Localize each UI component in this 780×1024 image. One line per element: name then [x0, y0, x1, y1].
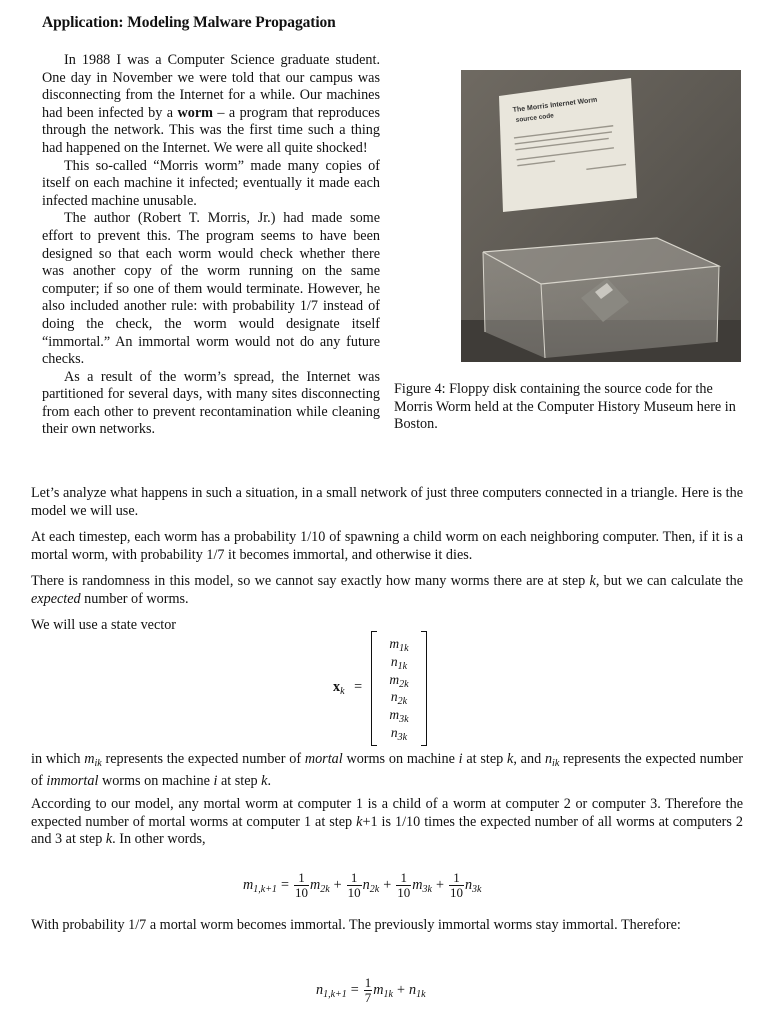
intro-paragraph-4: As a result of the worm’s spread, the Internet was partitioned for several days, with many sites disconnecting from each other to prevent recontamination while cleaning their own networks.	[42, 368, 380, 438]
body-paragraph-3	[31, 573, 743, 608]
intro-p1-text-b: – a program that reproduces through the network. This was the first time such a thing had happened on the Internet. We were all quite shocked!	[42, 104, 380, 156]
eq1-term-base: m	[309, 876, 321, 893]
inline-n-ik	[545, 751, 559, 767]
state-vector-entry-base: m	[389, 671, 400, 687]
inline-n-sub: ik	[552, 758, 560, 769]
body-paragraph-6	[31, 796, 743, 849]
eq1-term-base: n	[362, 876, 370, 893]
body-p5-k: k	[507, 751, 514, 767]
eq1-denominator: 10	[294, 885, 308, 900]
inline-n-base: n	[544, 751, 553, 767]
museum-display-image	[461, 70, 741, 362]
eq1-term	[412, 877, 432, 895]
state-vector-entry-base: n	[390, 689, 398, 705]
body-p6-text-c: . In other words,	[112, 831, 206, 848]
eq1-term-sub: 2k	[320, 883, 330, 895]
body-p4-text: We will use a state vector	[31, 617, 177, 633]
eq1-denominator: 10	[347, 885, 361, 900]
eq1-term	[363, 877, 380, 895]
body-p5-k2: k	[261, 772, 268, 789]
body-p5-mortal: mortal	[304, 751, 343, 767]
state-vector-entry-sub: 1k	[399, 643, 409, 654]
body-p5-text-b: represents the expected number of	[101, 751, 305, 767]
eq2-numerator: 1	[364, 975, 372, 990]
eq1-plus: +	[333, 877, 342, 893]
state-vector-k: k	[340, 686, 345, 697]
state-vector-entry-sub: 3k	[397, 732, 408, 743]
eq1-fraction	[294, 871, 309, 900]
body-p5-text-d: at step	[462, 751, 508, 767]
eq1-term	[465, 877, 482, 895]
body-p7-text: With probability 1/7 a mortal worm becomes immortal. The previously immortal worms stay immortal. Therefore:	[31, 917, 681, 933]
body-p2-text: At each timestep, each worm has a probability 1/10 of spawning a child worm on each neighboring computer. Then, if it is a mortal worm, with probability 1/7 it becomes immortal, and otherwise it dies.	[31, 529, 743, 563]
state-vector-entry-sub: 3k	[399, 714, 409, 726]
eq1-plus: +	[435, 877, 444, 893]
body-p6-k: k	[105, 831, 113, 848]
intro-paragraph-1	[42, 52, 380, 158]
state-vector-entry	[372, 725, 426, 743]
eq1-term-base: n	[464, 876, 473, 893]
eq2-term-2-base: n	[409, 981, 417, 998]
museum-placard	[499, 78, 637, 212]
state-vector-entry-base: n	[390, 653, 398, 669]
state-vector-matrix	[371, 631, 427, 746]
eq2-lhs	[316, 982, 347, 1000]
state-vector-entry-base: m	[389, 707, 400, 723]
placard-subtitle: source code	[515, 112, 555, 124]
body-paragraph-2	[31, 529, 743, 564]
eq2-lhs-sub: 1,k+1	[323, 988, 347, 1000]
bracket-top-right	[421, 631, 427, 632]
eq2-plus: +	[397, 982, 406, 998]
body-p5-text-h: at step	[217, 772, 262, 789]
equation-mortal-update	[243, 871, 482, 900]
body-paragraph-7	[31, 917, 743, 935]
eq1-numerator: 1	[400, 870, 407, 885]
state-vector-entry	[372, 654, 426, 672]
state-vector-x: x	[333, 679, 341, 695]
eq1-term-sub: 2k	[369, 883, 380, 895]
body-p3-text-a: There is randomness in this model, so we cannot say exactly how many worms there are at step	[31, 573, 590, 589]
body-p3-expected: expected	[31, 590, 81, 607]
eq2-fraction	[364, 976, 373, 1005]
eq1-numerator: 1	[453, 870, 460, 885]
eq1-term-sub: 3k	[472, 883, 482, 895]
eq2-term-2-sub: 1k	[416, 988, 426, 1000]
intro-paragraph-3: The author (Robert T. Morris, Jr.) had made some effort to prevent this. The program seems to have been designed so that each worm would check whether there was another copy of the worm running on the same computer; if so one of them would terminate. However, he also included another rule: with probability 1/7 instead of doing the check, the worm would designate itself “immortal.” An immortal worm would not do any future checks.	[42, 210, 380, 368]
state-vector-entry	[372, 707, 426, 725]
body-p5-i2: i	[213, 772, 218, 789]
eq1-plus: +	[383, 877, 392, 893]
eq2-equals: =	[350, 982, 359, 998]
eq1-fraction	[449, 871, 464, 900]
state-vector-entry-base: m	[389, 636, 400, 651]
eq2-lhs-base: n	[316, 981, 324, 998]
eq2-term-2	[409, 982, 426, 1000]
intro-p1-bold-worm: worm	[177, 104, 213, 121]
eq1-fraction	[347, 871, 362, 900]
eq2-term-1-sub: 1k	[383, 988, 393, 1000]
eq1-fraction	[396, 871, 411, 900]
body-p5-text-c: worms on machine	[342, 751, 459, 767]
intro-paragraph-2: This so-called “Morris worm” made many copies of itself on each machine it infected; eventually it made each infected machine unusable.	[42, 157, 380, 209]
floppy-disk-photo	[461, 70, 741, 362]
bracket-bottom-left	[371, 745, 377, 746]
state-vector-entry	[372, 636, 426, 654]
body-p5-i: i	[458, 751, 463, 767]
bracket-top-left	[371, 631, 377, 632]
figure-caption: Figure 4: Floppy disk containing the source code for the Morris Worm held at the Computer History Museum here in Boston.	[394, 381, 736, 433]
eq2-denominator: 7	[364, 990, 372, 1005]
eq2-term-1	[373, 982, 393, 1000]
eq1-denominator: 10	[449, 885, 463, 900]
state-vector-entry-sub: 2k	[399, 678, 409, 690]
inline-m-ik	[84, 751, 101, 767]
state-vector-entry-sub: 1k	[397, 660, 408, 672]
state-vector-label	[333, 679, 362, 697]
eq1-numerator: 1	[298, 870, 305, 885]
state-vector-entry	[372, 672, 426, 690]
eq1-numerator: 1	[350, 870, 358, 885]
intro-column	[42, 52, 380, 439]
body-p5-text-e: , and	[513, 751, 545, 767]
eq1-equals: =	[280, 877, 289, 893]
placard-title: The Morris Internet Worm	[512, 96, 598, 114]
inline-m-sub: ik	[94, 758, 102, 769]
body-p5-text-a: in which	[31, 751, 85, 767]
body-p6-text-b: +1 is 1/10 times the expected number of all worms at computers 2 and 3 at step	[31, 813, 743, 848]
eq1-denominator: 10	[397, 885, 411, 900]
body-p6-kk: k	[356, 813, 363, 830]
state-vector-entry-sub: 2k	[397, 696, 408, 708]
eq2-term-1-base: m	[373, 981, 384, 998]
body-paragraph-1	[31, 485, 743, 520]
inline-m-base: m	[84, 751, 95, 767]
state-vector-equals: =	[354, 679, 363, 695]
eq1-term-sub: 3k	[422, 883, 432, 895]
state-vector-entry	[372, 689, 426, 707]
body-p3-text-c: number of worms.	[80, 590, 189, 607]
body-paragraph-5	[31, 751, 743, 790]
section-heading: Application: Modeling Malware Propagation	[42, 14, 336, 31]
eq1-lhs-sub: 1,k+1	[253, 883, 277, 895]
body-p5-text-f: represents the expected number of	[31, 751, 743, 789]
body-p5-text-g: worms on machine	[98, 772, 214, 789]
eq1-term-base: m	[412, 876, 423, 893]
eq1-lhs-base: m	[243, 876, 254, 893]
eq1-term	[310, 877, 330, 895]
bracket-bottom-right	[421, 745, 427, 746]
body-p3-k: k	[589, 573, 596, 589]
body-p1-text: Let’s analyze what happens in such a situation, in a small network of just three computers connected in a triangle. Here is the model we will use.	[31, 485, 743, 519]
body-p3-text-b: , but we can calculate the	[595, 573, 743, 589]
body-p6-text-a: According to our model, any mortal worm at computer 1 is a child of a worm at computer 2 or computer 3. Therefore the expected number of mortal worms at computer 1 at step	[31, 796, 743, 830]
equation-immortal-update	[316, 976, 426, 1005]
body-p5-end: .	[267, 772, 272, 789]
body-p5-immortal: immortal	[46, 772, 99, 789]
eq1-lhs	[243, 877, 277, 895]
state-vector-entry-base: n	[390, 725, 398, 740]
intro-p1-text-a: In 1988 I was a Computer Science graduate student. One day in November we were told that our campus was disconnecting from the Internet for a while. Our machines had been infected by a	[42, 52, 380, 121]
